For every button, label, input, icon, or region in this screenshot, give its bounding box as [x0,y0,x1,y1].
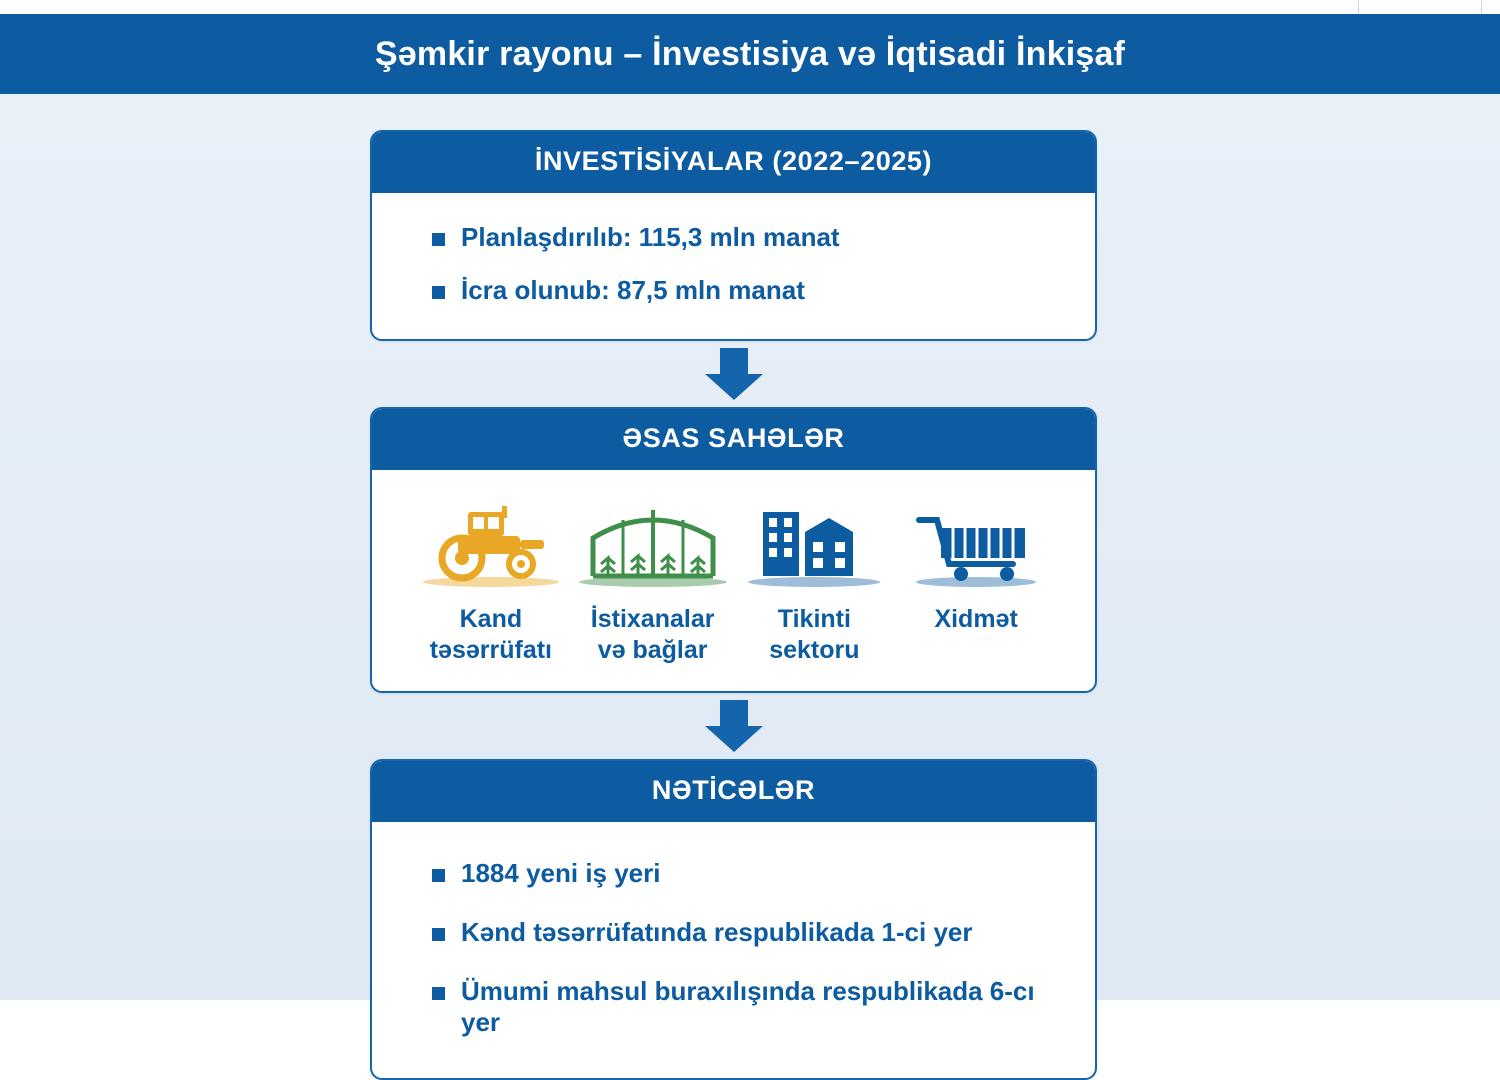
sectors-card-body [372,470,1095,691]
list-item-label: İcra olunub: 87,5 mln manat [461,275,805,305]
sector-greenhouses [572,494,734,667]
buildings-icon [739,494,889,590]
bullet-square-icon [432,869,445,882]
investments-card-body [372,193,1095,339]
list-item-label: Ümumi mahsul buraxılışında respublikada 6-cı yer [461,975,1035,1037]
down-arrow-icon [705,348,763,400]
arrow-connector-2 [370,693,1097,759]
bullet-square-icon [432,286,445,299]
page-title: Şəmkir rayonu – İnvestisiya və İqtisadi İnkişaf [374,34,1126,73]
sector-services [895,494,1057,635]
header-bar [0,14,1500,94]
shopping-cart-icon [901,494,1051,590]
down-arrow-icon [705,700,763,752]
list-item-label: Kənd təsərrüfatında respublikada 1-ci yer [461,916,973,947]
bullet-square-icon [432,233,445,246]
arrow-connector-1 [370,341,1097,407]
tractor-icon [416,494,566,590]
list-item [398,903,1069,962]
top-right-chip [1358,0,1482,15]
results-card-title: NƏTİCƏLƏR [372,761,1095,822]
list-item [398,844,1069,903]
sectors-card-title: ƏSAS SAHƏLƏR [372,409,1095,470]
list-item [398,962,1069,1052]
bullet-square-icon [432,928,445,941]
investments-card [370,130,1097,341]
list-item-label: Planlaşdırılıb: 115,3 mln manat [461,222,840,252]
sector-label: Tikinti sektoru [769,605,860,665]
investments-list [398,211,1069,317]
sector-agriculture [410,494,572,667]
list-item [398,264,1069,317]
list-item [398,211,1069,264]
bullet-square-icon [432,987,445,1000]
results-card-body [372,822,1095,1078]
list-item-label: 1884 yeni iş yeri [461,857,661,888]
sector-construction [734,494,896,667]
results-list [398,844,1069,1052]
sector-label: Kand təsərrüfatı [429,605,552,665]
sectors-card [370,407,1097,693]
results-card [370,759,1097,1080]
sector-label: Xidmət [934,605,1018,633]
sectors-row [398,488,1069,669]
investments-card-title: İNVESTİSİYALAR (2022–2025) [372,132,1095,193]
content-stack [370,130,1097,1080]
greenhouse-icon [573,494,733,590]
sector-label: İstixanalar və bağlar [590,605,715,665]
